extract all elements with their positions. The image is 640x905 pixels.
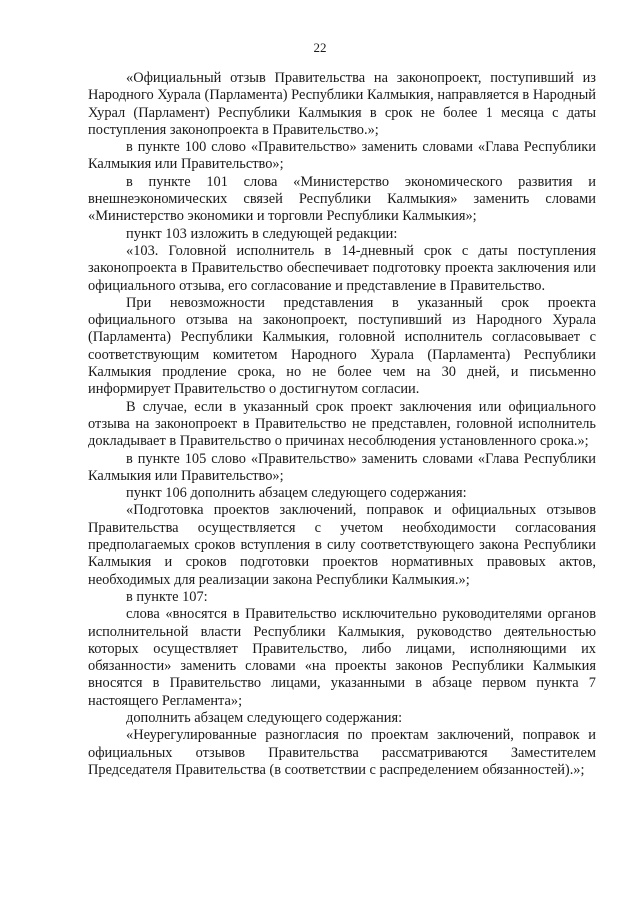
paragraph: в пункте 105 слово «Правительство» заменить словами «Глава Республики Калмыкия или Правительство»; (88, 450, 596, 484)
paragraph: «103. Головной исполнитель в 14-дневный срок с даты поступления законопроекта в Правительство обеспечивает подготовку проекта заключения или официального отзыва, его согласование и представление в Правительство. (88, 242, 596, 294)
paragraph: «Подготовка проектов заключений, поправок и официальных отзывов Правительства осуществляется с учетом необходимости согласования предполагаемых сроков вступления в силу соответствующего закона Республики Калмыкия и сроков подготовки проектов нормативных правовых актов, необходимых для реализации закона Республики Калмыкия.»; (88, 502, 596, 588)
paragraph: дополнить абзацем следующего содержания: (126, 709, 403, 726)
paragraph: слова «вносятся в Правительство исключительно руководителями органов исполнительной власти Республики Калмыкия, руководство деятельностью которых осуществляет Правительство, либо лицами, исполняющими их обязанности» заменить словами «на проекты законов Республики Калмыкия вносятся в Правительство лицами, указанными в абзаце первом пункта 7 настоящего Регламента»; (88, 606, 596, 709)
paragraph: «Официальный отзыв Правительства на законопроект, поступивший из Народного Хурала (Парламента) Республики Калмыкия, направляется в Народный Хурал (Парламент) Республики Калмыкия в срок не более 1 месяца с даты поступления законопроекта в Правительство.»; (88, 70, 596, 138)
paragraph: В случае, если в указанный срок проект заключения или официального отзыва на законопроект в Правительство не представлен, головной исполнитель докладывает в Правительство о причинах несоблюдения установленного срока.»; (88, 398, 596, 450)
paragraph: При невозможности представления в указанный срок проекта официального отзыва на законопроект, поступивший из Народного Хурала (Парламента) Республики Калмыкия, головной исполнитель согласовывает с соответствующим комитетом Народного Хурала (Парламента) Республики Калмыкия продление срока, но не более чем на 30 дней, и письменно информирует Правительство о достигнутом согласии. (88, 294, 596, 398)
paragraph: «Неурегулированные разногласия по проектам заключений, поправок и официальных отзывов Правительства рассматриваются Заместителем Председателя Правительства (в соответствии с распределением обязанностей).»; (88, 727, 596, 778)
paragraph: в пункте 100 слово «Правительство» заменить словами «Глава Республики Калмыкия или Правительство»; (88, 139, 596, 173)
paragraph: пункт 106 дополнить абзацем следующего содержания: (126, 485, 467, 502)
page-number: 22 (313, 40, 327, 55)
paragraph: пункт 103 изложить в следующей редакции: (126, 225, 398, 242)
paragraph: в пункте 107: (126, 588, 208, 605)
document-body (88, 70, 596, 779)
paragraph: в пункте 101 слова «Министерство экономического развития и внешнеэкономических связей Республики Калмыкия» заменить словами «Министерство экономики и торговли Республики Калмыкия»; (88, 173, 596, 225)
